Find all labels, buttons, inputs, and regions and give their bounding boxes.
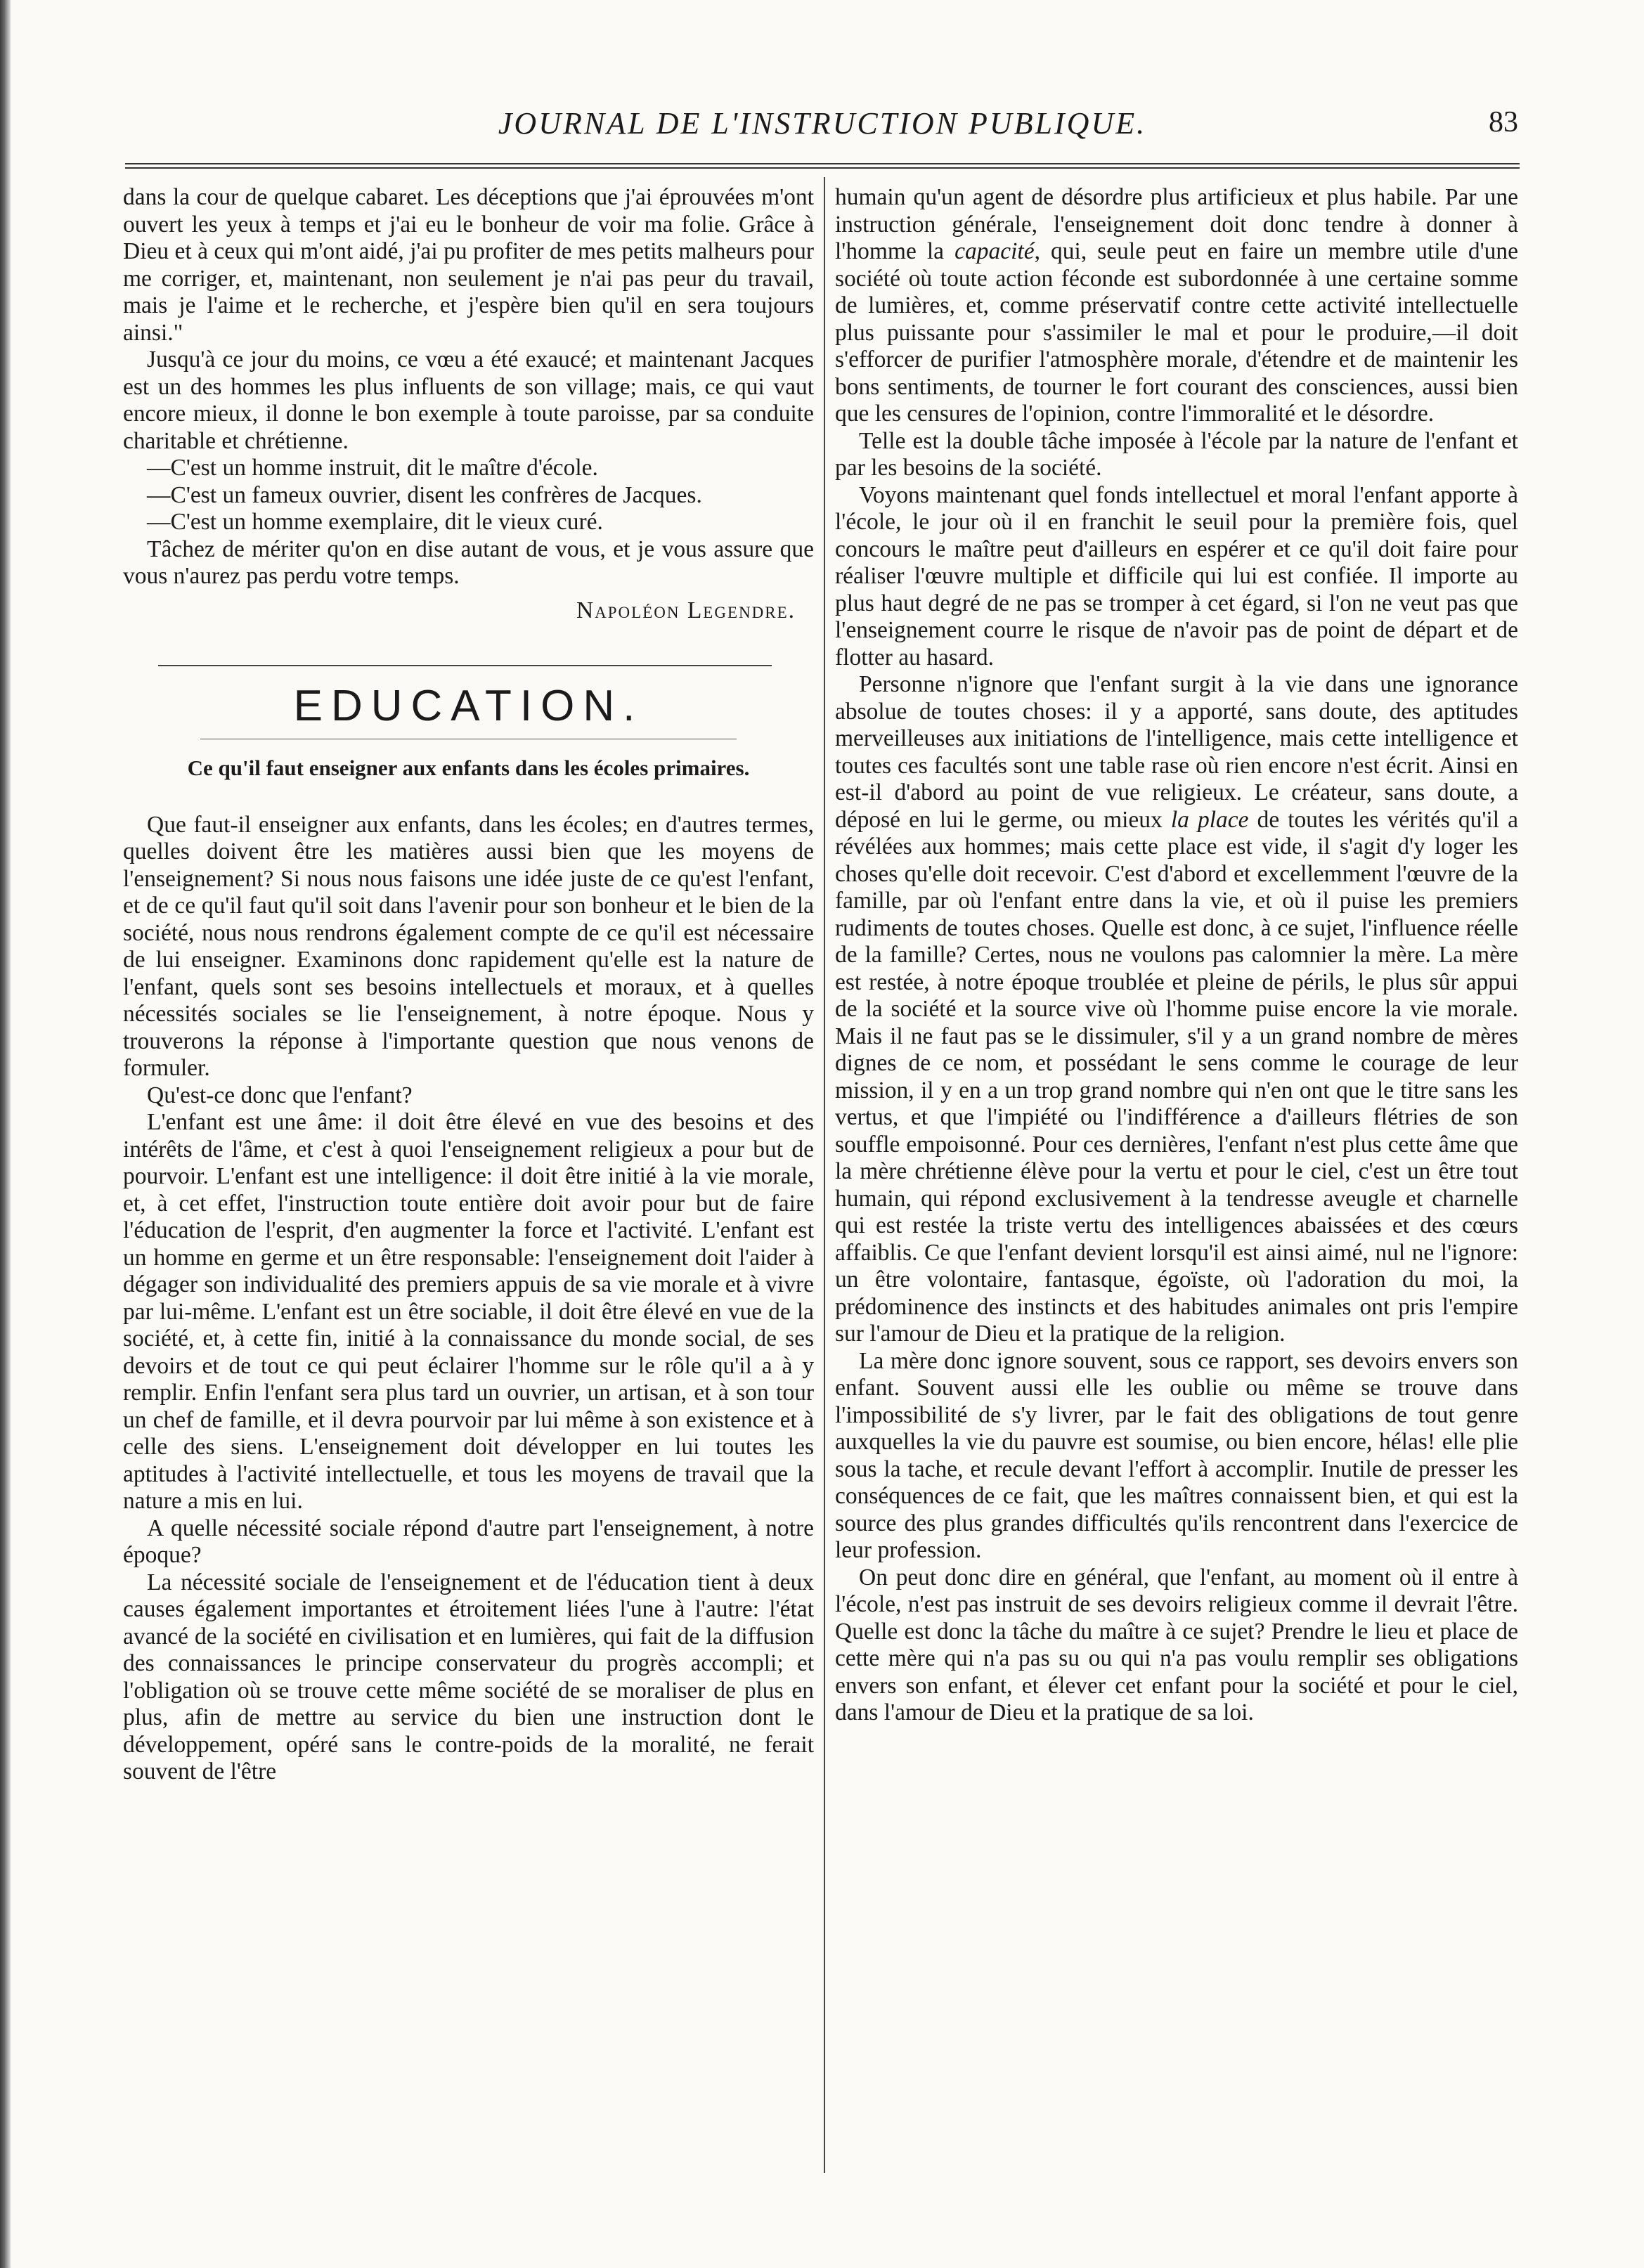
article-paragraph: La mère donc ignore souvent, sous ce rapport, ses devoirs envers son enfant. Souvent aussi elle les oublie ou même se trouve dans l'impossibilité de s'y livrer, par le fait des obligations de tout genre auxquelles la vie du pauvre est soumise, ou bien encore, hélas! elle plie sous la tache, et recule devant l'effort à accomplir. Inutile de presser les conséquences de ce fait, que les maîtres connaissent bien, et qui est la source des plus grandes difficultés qu'ils rencontrent dans l'exercice de leur profession. (835, 1347, 1518, 1563)
article-paragraph: La nécessité sociale de l'enseignement et de l'éducation tient à deux causes également importantes et étroitement liées l'une à l'autre: l'état avancé de la société en civilisation et en lumières, qui fait de la diffusion des connaissances le principe conservateur du progrès accompli; et l'obligation où se trouve cette même société de se moraliser de plus en plus, afin de mettre au service du bien une instruction dont le développement, opéré sans le contre-poids de la moralité, ne ferait souvent de l'être (123, 1569, 814, 1784)
text-run: Personne n'ignore que l'enfant surgit à la vie dans une ignorance absolue de toutes choses: il y a apporté, sans doute, des aptitudes merveilleuses aux initiations de l'intelligence, mais cette intelligence et toutes ces facultés sont une table rase où rien encore n'est écrit. Ainsi en est-il d'abord au point de vue religieux. Le créateur, sans doute, a déposé en lui le germe, ou mieux (835, 671, 1518, 833)
article-paragraph: Telle est la double tâche imposée à l'école par la nature de l'enfant et par les besoins de la société. (835, 427, 1518, 481)
emphasized-phrase: la place (1170, 806, 1249, 833)
journal-title: JOURNAL DE L'INSTRUCTION PUBLIQUE. (498, 106, 1147, 141)
story-dialogue-line: —C'est un homme instruit, dit le maître d'école. (147, 455, 598, 481)
article-paragraph: L'enfant est une âme: il doit être élevé en vue des besoins et des intérêts de l'âme, et c'est à quoi l'enseignement religieux a pour but de pourvoir. L'enfant est une intelligence: il doit être initié à la vie morale, et, à cet effet, l'instruction toute entière doit avoir pour but de faire l'éducation de l'esprit, d'en augmenter la force et l'activité. L'enfant est un homme en germe et un être responsable: l'enseignement doit l'aider à dégager son individualité des premiers appuis de sa vie morale et à vivre par lui-même. L'enfant est un être sociable, il doit être élevé en vue de la société, et, à cette fin, initié à la connaissance du monde social, de ses devoirs et de tout ce qui peut éclairer l'homme sur le rôle qu'il a à y remplir. Enfin l'enfant sera plus tard un ouvrier, un artisan, et à son tour un chef de famille, et il devra pourvoir par lui même à son existence et à celle des siens. L'enseignement doit développer en lui toutes les aptitudes à l'activité intellectuelle, et tous les moyens de travail que la nature a mis en lui. (123, 1109, 814, 1514)
article-title: Ce qu'il faut enseigner aux enfants dans les écoles primaires. (187, 755, 750, 780)
page-number: 83 (1489, 106, 1518, 138)
emphasized-word: capacité (954, 238, 1035, 264)
text-run: , qui, seule peut en faire un membre utile d'une société où toute action féconde est subordonnée à une certaine somme de lumières, et, comme préservatif contre cette activité intellectuelle plus puissante pour s'assimiler le mal et pour le produire,—il doit s'efforcer de purifier l'atmosphère morale, d'étendre et de maintenir les bons sentiments, de tourner le fort courant des consciences, aussi bien que les censures de l'opinion, contre l'immoralité et le désordre. (835, 238, 1518, 427)
article-paragraph: Que faut-il enseigner aux enfants, dans les écoles; en d'autres termes, quelles doivent être les matières aussi bien que les moyens de l'enseignement? Si nous nous faisons une idée juste de ce qu'est l'enfant, et de ce qu'il faut qu'il soit dans l'avenir pour son bonheur et le bien de la société, nous nous rendrons également compte de ce qu'il est nécessaire de lui enseigner. Examinons donc rapidement qu'elle est la nature de l'enfant, quels sont ses besoins intellectuels et moraux, et à quelles nécessités sociales se lie l'enseignement, à notre époque. Nous y trouverons la réponse à l'importante question que nous venons de formuler. (123, 811, 814, 1081)
page-edge-strip (0, 0, 11, 2268)
article-paragraph: Voyons maintenant quel fonds intellectuel et moral l'enfant apporte à l'école, le jour où il en franchit le seuil pour la première fois, quel concours le maître peut d'ailleurs en espérer et ce qu'il doit faire pour réaliser l'œuvre multiple et difficile qui lui est confiée. Il importe au plus haut degré de ne pas se tromper à cet égard, si l'on ne veut pas que l'enseignement courre le risque de n'avoir pas de point de départ et de flotter au hasard. (835, 481, 1518, 670)
story-dialogue-line: —C'est un homme exemplaire, dit le vieux curé. (147, 509, 603, 535)
article-paragraph (835, 671, 1518, 1348)
right-column (835, 184, 1518, 2222)
section-title: EDUCATION. (293, 682, 644, 730)
running-header (127, 98, 1518, 155)
story-paragraph: dans la cour de quelque cabaret. Les déceptions que j'ai éprouvées m'ont ouvert les yeux à temps et j'ai eu le bonheur de voir ma folie. Grâce à Dieu et à ceux qui m'ont aidé, j'ai pu profiter de mes petits malheurs pour me corriger, et, maintenant, non seulement je n'ai pas peur du travail, mais je l'aime et le recherche, et j'espère bien qu'il en sera toujours ainsi." (123, 184, 814, 346)
story-dialogue-line: —C'est un fameux ouvrier, disent les confrères de Jacques. (147, 481, 702, 508)
section-separator-rule (158, 665, 772, 669)
story-paragraph: Tâchez de mériter qu'on en dise autant de vous, et je vous assure que vous n'aurez pas perdu votre temps. (123, 536, 814, 589)
left-column (123, 184, 814, 2222)
text-run: de toutes les vérités qu'il a révélées aux hommes; mais cette place est vide, il s'agit d'y loger les choses qu'elle doit recevoir. C'est d'abord et excellemment l'œuvre de la famille, par où l'enfant entre dans la vie, et où il puise les premiers rudiments de toutes choses. Quelle est donc, à ce sujet, l'influence réelle de la famille? Certes, nous ne voulons pas calomnier la mère. La mère est restée, à notre époque troublée et pleine de périls, le plus sûr appui de la société et la source vive où l'homme puise encore la vie morale. Mais il ne faut pas se le dissimuler, s'il y a un grand nombre de mères dignes de ce nom, et possédant le sens comme le courage de leur mission, il y en a un trop grand nombre qui n'en ont que le titre sans les vertus, et que l'impiété ou l'indifférence a d'ailleurs flétries de son souffle empoisonné. Pour ces dernières, l'enfant n'est plus cette âme que la mère chrétienne élève pour la vertu et pour le ciel, c'est un être tout humain, qui répond exclusivement à la tendresse aveugle et charnelle qui est restée la triste vertu des intelligences abaissées et des cœurs affaiblis. Ce que l'enfant devient lorsqu'il est ainsi aimé, nul ne l'ignore: un être volontaire, fantasque, égoïste, où l'adoration du moi, la prédominence des instincts et des habitudes animales ont pris l'empire sur l'amour de Dieu et la pratique de la religion. (835, 806, 1518, 1347)
author-signature: Napoléon Legendre. (576, 597, 796, 623)
article-question: Qu'est-ce donc que l'enfant? (147, 1082, 413, 1108)
text-run: humain qu'un agent de désordre plus artificieux et plus habile. Par une instruction générale, l'enseignement doit donc tendre à donner à l'homme la (835, 184, 1518, 264)
title-underline-rule (200, 739, 737, 741)
header-double-rule (125, 163, 1520, 169)
story-paragraph: Jusqu'à ce jour du moins, ce vœu a été exaucé; et maintenant Jacques est un des hommes les plus influents de son village; mais, ce qui vaut encore mieux, il donne le bon exemple à toute paroisse, par sa conduite charitable et chrétienne. (123, 346, 814, 454)
article-paragraph (835, 184, 1518, 428)
article-paragraph: On peut donc dire en général, que l'enfant, au moment où il entre à l'école, n'est pas instruit de ses devoirs religieux comme il devrait l'être. Quelle est donc la tâche du maître à ce sujet? Prendre le lieu et place de cette mère qui n'a pas su ou qui n'a pas voulu remplir ses obligations envers son enfant, et élever cet enfant pour la société et pour le ciel, dans l'amour de Dieu et la pratique de sa loi. (835, 1564, 1518, 1725)
article-question: A quelle nécessité sociale répond d'autre part l'enseignement, à notre époque? (123, 1515, 814, 1568)
column-divider (824, 177, 825, 2173)
